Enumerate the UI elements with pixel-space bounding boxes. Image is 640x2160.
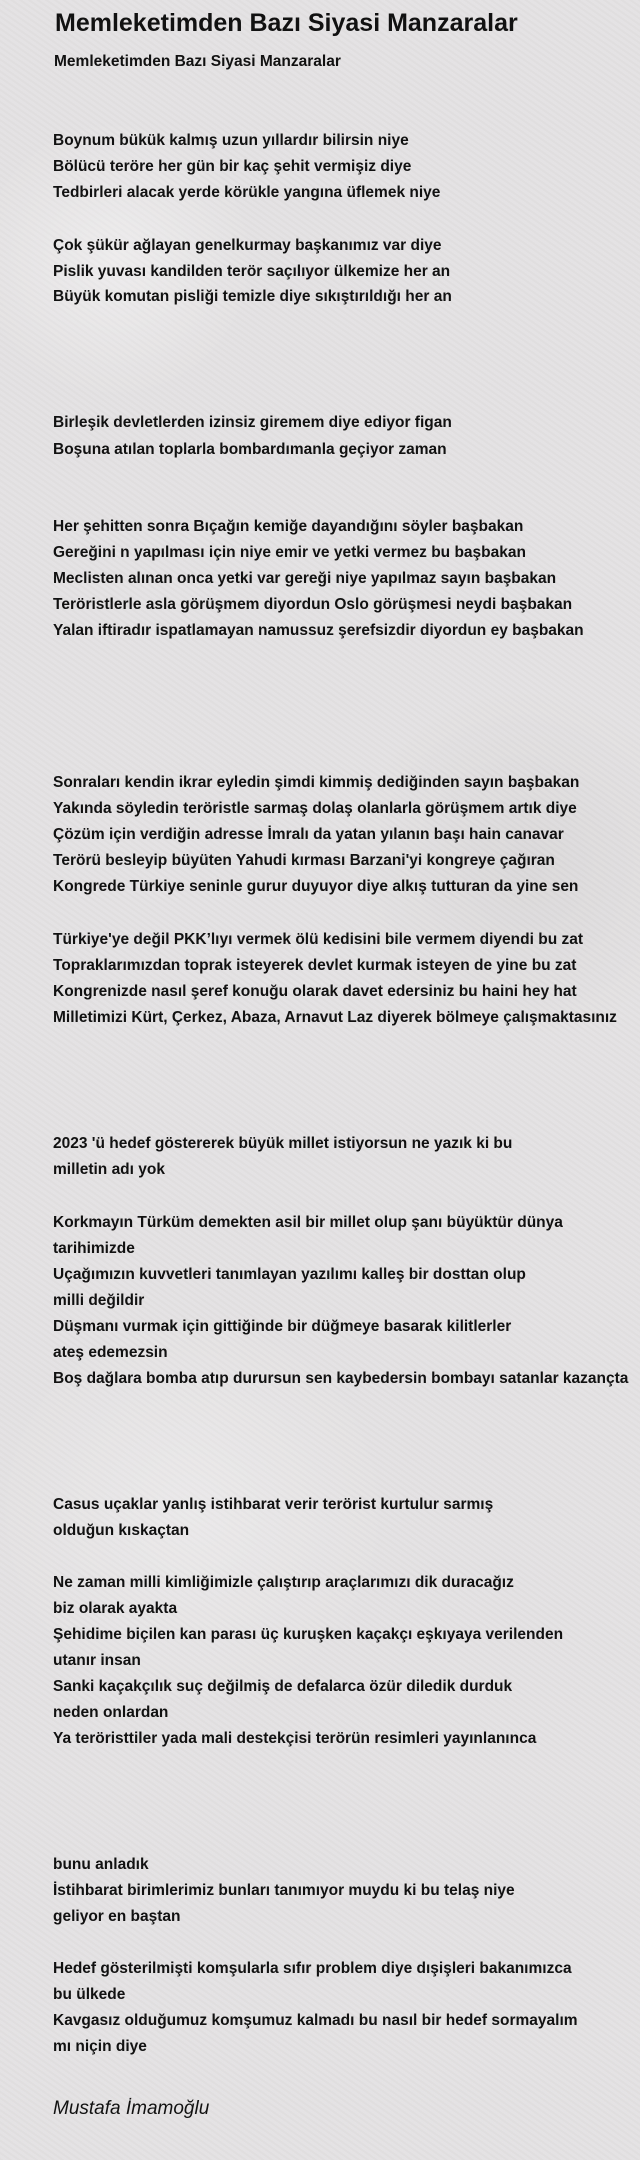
poem-line: biz olarak ayakta (53, 1600, 178, 1617)
poem-line: Sanki kaçakçılık suç değilmiş de defalarca özür diledik durduk (53, 1678, 513, 1695)
poem-line: Bölücü teröre her gün bir kaç şehit vermişiz diye (53, 158, 412, 175)
poem-line: Şehidime biçilen kan parası üç kuruşken kaçakçı eşkıyaya verilenden (53, 1626, 564, 1643)
poem-line: Boş dağlara bomba atıp durursun sen kaybedersin bombayı satanlar kazançta (53, 1370, 629, 1387)
poem-line: Meclisten alınan onca yetki var gereği niye yapılmaz sayın başbakan (53, 570, 557, 587)
poem-line: Teröristlerle asla görüşmem diyordun Oslo görüşmesi neydi başbakan (53, 596, 573, 613)
poem-line: İstihbarat birimlerimiz bunları tanımıyor muydu ki bu telaş niye (53, 1882, 515, 1899)
poem-line: Boşuna atılan toplarla bombardımanla geçiyor zaman (53, 441, 447, 458)
poem-line: Kavgasız olduğumuz komşumuz kalmadı bu nasıl bir hedef sormayalım (53, 2012, 578, 2029)
poem-line: Gereğini n yapılması için niye emir ve yetki vermez bu başbakan (53, 544, 526, 561)
poem-line: milli değildir (53, 1292, 145, 1309)
poem-line: bu ülkede (53, 1986, 126, 2003)
poem-line: Boynum bükük kalmış uzun yıllardır bilirsin niye (53, 132, 409, 149)
poem-line: Büyük komutan pisliği temizle diye sıkıştırıldığı her an (53, 288, 452, 305)
poem-line: 2023 'ü hedef göstererek büyük millet istiyorsun ne yazık ki bu (53, 1135, 513, 1152)
poem-line: utanır insan (53, 1652, 141, 1669)
poem-line: Casus uçaklar yanlış istihbarat verir terörist kurtulur sarmış (53, 1496, 494, 1513)
poem-line: Ya teröristtiler yada mali destekçisi terörün resimleri yayınlanınca (53, 1730, 537, 1747)
poem-line: Türkiye'ye değil PKK’lıyı vermek ölü kedisini bile vermem diyendi bu zat (53, 931, 584, 948)
poem-line: Çok şükür ağlayan genelkurmay başkanımız var diye (53, 237, 442, 254)
poem-line: Topraklarımızdan toprak isteyerek devlet kurmak isteyen de yine bu zat (53, 957, 577, 974)
poem-line: olduğun kıskaçtan (53, 1522, 190, 1539)
poem-subtitle: Memleketimden Bazı Siyasi Manzaralar (54, 53, 341, 70)
poem-line: Sonraları kendin ikrar eyledin şimdi kimmiş dediğinden sayın başbakan (53, 774, 580, 791)
poem-line: mı niçin diye (53, 2038, 147, 2055)
poem-line: Her şehitten sonra Bıçağın kemiğe dayandığını söyler başbakan (53, 518, 524, 535)
poem-line: Uçağımızın kuvvetleri tanımlayan yazılımı kalleş bir dosttan olup (53, 1266, 526, 1283)
poem-line: Yalan iftiradır ispatlamayan namussuz şerefsizdir diyordun ey başbakan (53, 622, 584, 639)
poem-line: Kongrede Türkiye seninle gurur duyuyor diye alkış tutturan da yine sen (53, 878, 579, 895)
poem-line: Milletimizi Kürt, Çerkez, Abaza, Arnavut Laz diyerek bölmeye çalışmaktasınız (53, 1009, 617, 1026)
poem-line: geliyor en baştan (53, 1908, 181, 1925)
poem-line: bunu anladık (53, 1856, 149, 1873)
poem-line: ateş edemezsin (53, 1344, 168, 1361)
poem-line: Korkmayın Türküm demekten asil bir millet olup şanı büyüktür dünya (53, 1214, 563, 1231)
poem-line: Ne zaman milli kimliğimizle çalıştırıp araçlarımızı dik duracağız (53, 1574, 514, 1591)
poem-line: tarihimizde (53, 1240, 135, 1257)
poem-line: Düşmanı vurmak için gittiğinde bir düğmeye basarak kilitlerler (53, 1318, 512, 1335)
poem-line: Pislik yuvası kandilden terör saçılıyor ülkemize her an (53, 263, 451, 280)
poem-line: Çözüm için verdiğin adresse İmralı da yatan yılanın başı hain canavar (53, 826, 564, 843)
poem-line: Hedef gösterilmişti komşularla sıfır problem diye dışişleri bakanımızca (53, 1960, 572, 1977)
poem-line: Birleşik devletlerden izinsiz giremem diye ediyor figan (53, 414, 452, 431)
poem-line: Terörü besleyip büyüten Yahudi kırması Barzani'yi kongreye çağıran (53, 852, 555, 869)
poem-line: Yakında söyledin teröristle sarmaş dolaş olanlarla görüşmem artık diye (53, 800, 577, 817)
poem-line: Tedbirleri alacak yerde körükle yangına üflemek niye (53, 184, 441, 201)
poem-line: milletin adı yok (53, 1161, 165, 1178)
author-name: Mustafa İmamoğlu (53, 2098, 210, 2119)
poem-line: neden onlardan (53, 1704, 169, 1721)
poem-line: Kongrenizde nasıl şeref konuğu olarak davet edersiniz bu haini hey hat (53, 983, 577, 1000)
poem-title: Memleketimden Bazı Siyasi Manzaralar (55, 9, 518, 37)
